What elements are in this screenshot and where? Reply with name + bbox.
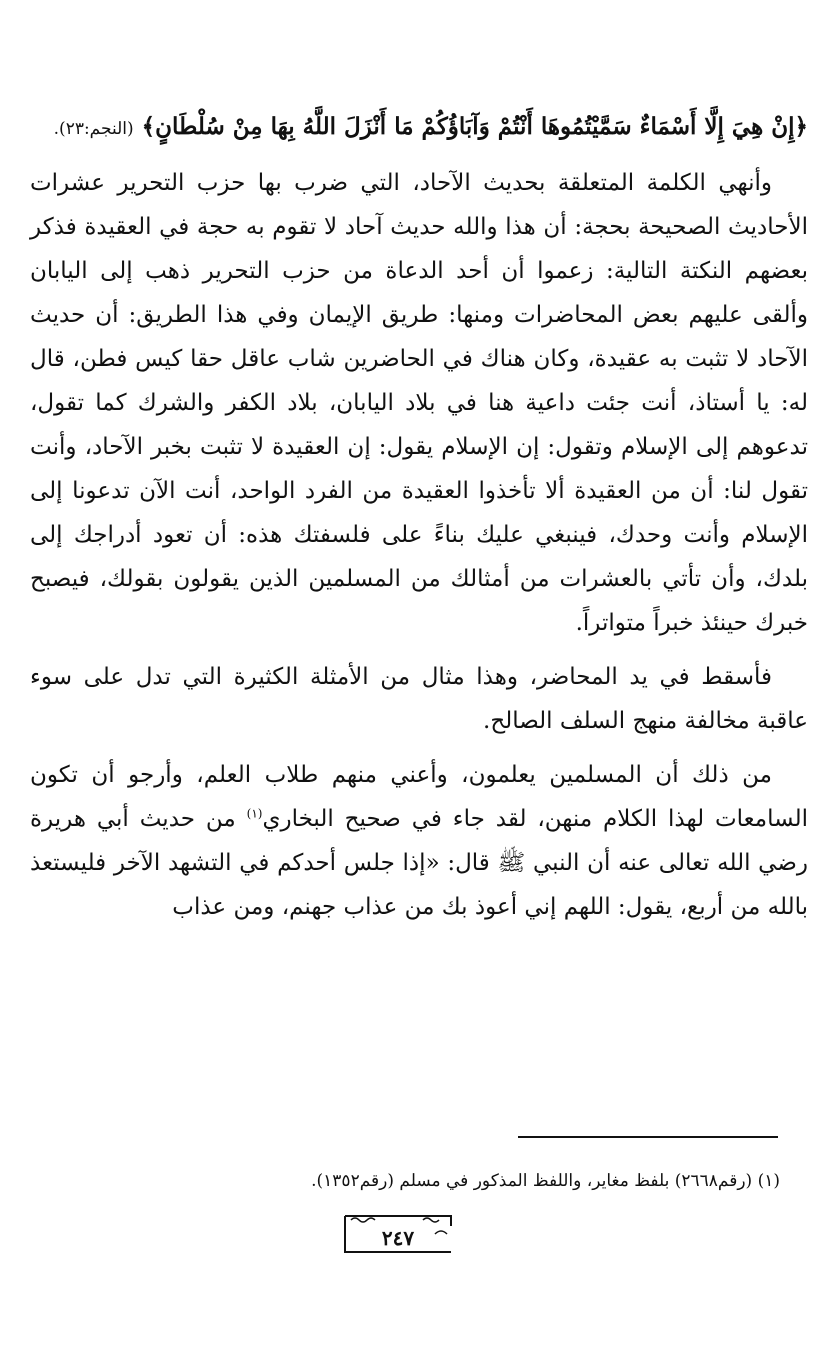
footnote-divider [518, 1136, 778, 1138]
verse-reference: (النجم:٢٣). [53, 119, 134, 139]
paragraph-consequence: فأسقط في يد المحاضر، وهذا مثال من الأمثلة الكثيرة التي تدل على سوء عاقبة مخالفة منهج السلف الصالح. [30, 664, 808, 734]
verse-text: ﴿إِنْ هِيَ إِلَّا أَسْمَاءٌ سَمَّيْتُمُوهَا أَنْتُمْ وَآبَاؤُكُمْ مَا أَنْزَلَ اللَّهُ بِهَا مِنْ سُلْطَانٍ﴾ [141, 113, 808, 140]
footnote: (١) (رقم٢٦٦٨) بلفظ مغاير، واللفظ المذكور في مسلم (رقم١٣٥٢). [311, 1171, 780, 1191]
page-body [30, 105, 808, 929]
quran-verse [30, 105, 808, 151]
paragraph-bukhari [30, 753, 808, 929]
paragraph-hadith-ahad: وأنهي الكلمة المتعلقة بحديث الآحاد، التي ضرب بها حزب التحرير عشرات الأحاديث الصحيحة بحجة: أن هذا والله حديث آحاد لا تقوم به حجة في العقيدة فذكر بعضهم النكتة التالية: زعموا أن أحد الدعاة من حزب التحرير ذهب إلى اليابان وألقى عليهم بعض المحاضرات ومنها: طريق الإيمان وفي هذا الطريق: أن حديث الآحاد لا تثبت به عقيدة، وكان هناك في الحاضرين شاب عاقل حقا كيس فطن، قال له: يا أستاذ، أنت جئت داعية هنا في بلاد اليابان، بلاد الكفر والشرك كما تقول، تدعوهم إلى الإسلام وتقول: إن الإسلام يقول: إن العقيدة لا تثبت بخبر الآحاد، وأنت تقول لنا: أن من العقيدة ألا تأخذوا العقيدة من الفرد الواحد، أنت الآن تدعونا إلى الإسلام وأنت وحدك، فينبغي عليك بناءً على فلسفتك هذه: أن تعود أدراجك إلى بلدك، وأن تأتي بالعشرات من أمثالك من المسلمين الذين يقولون بقولك، فيصبح خبرك حينئذ خبراً متواتراً. [30, 170, 808, 636]
page-number: ٢٤٧ [381, 1226, 415, 1250]
paragraph-bukhari-end: من حديث أبي هريرة رضي الله تعالى عنه أن النبي ﷺ قال: «إذا جلس أحدكم في التشهد الآخر فليستعذ بالله من أربع، يقول: اللهم إني أعوذ بك من عذاب جهنم، ومن عذاب [30, 806, 808, 920]
page-number-ornament [343, 1214, 453, 1254]
paragraph-bukhari-start: من ذلك أن المسلمين يعلمون، وأعني منهم طلاب العلم، وأرجو أن تكون السامعات لهذا الكلام منهن، لقد جاء في صحيح البخاري [30, 762, 808, 832]
footnote-marker: (١) [246, 806, 263, 821]
